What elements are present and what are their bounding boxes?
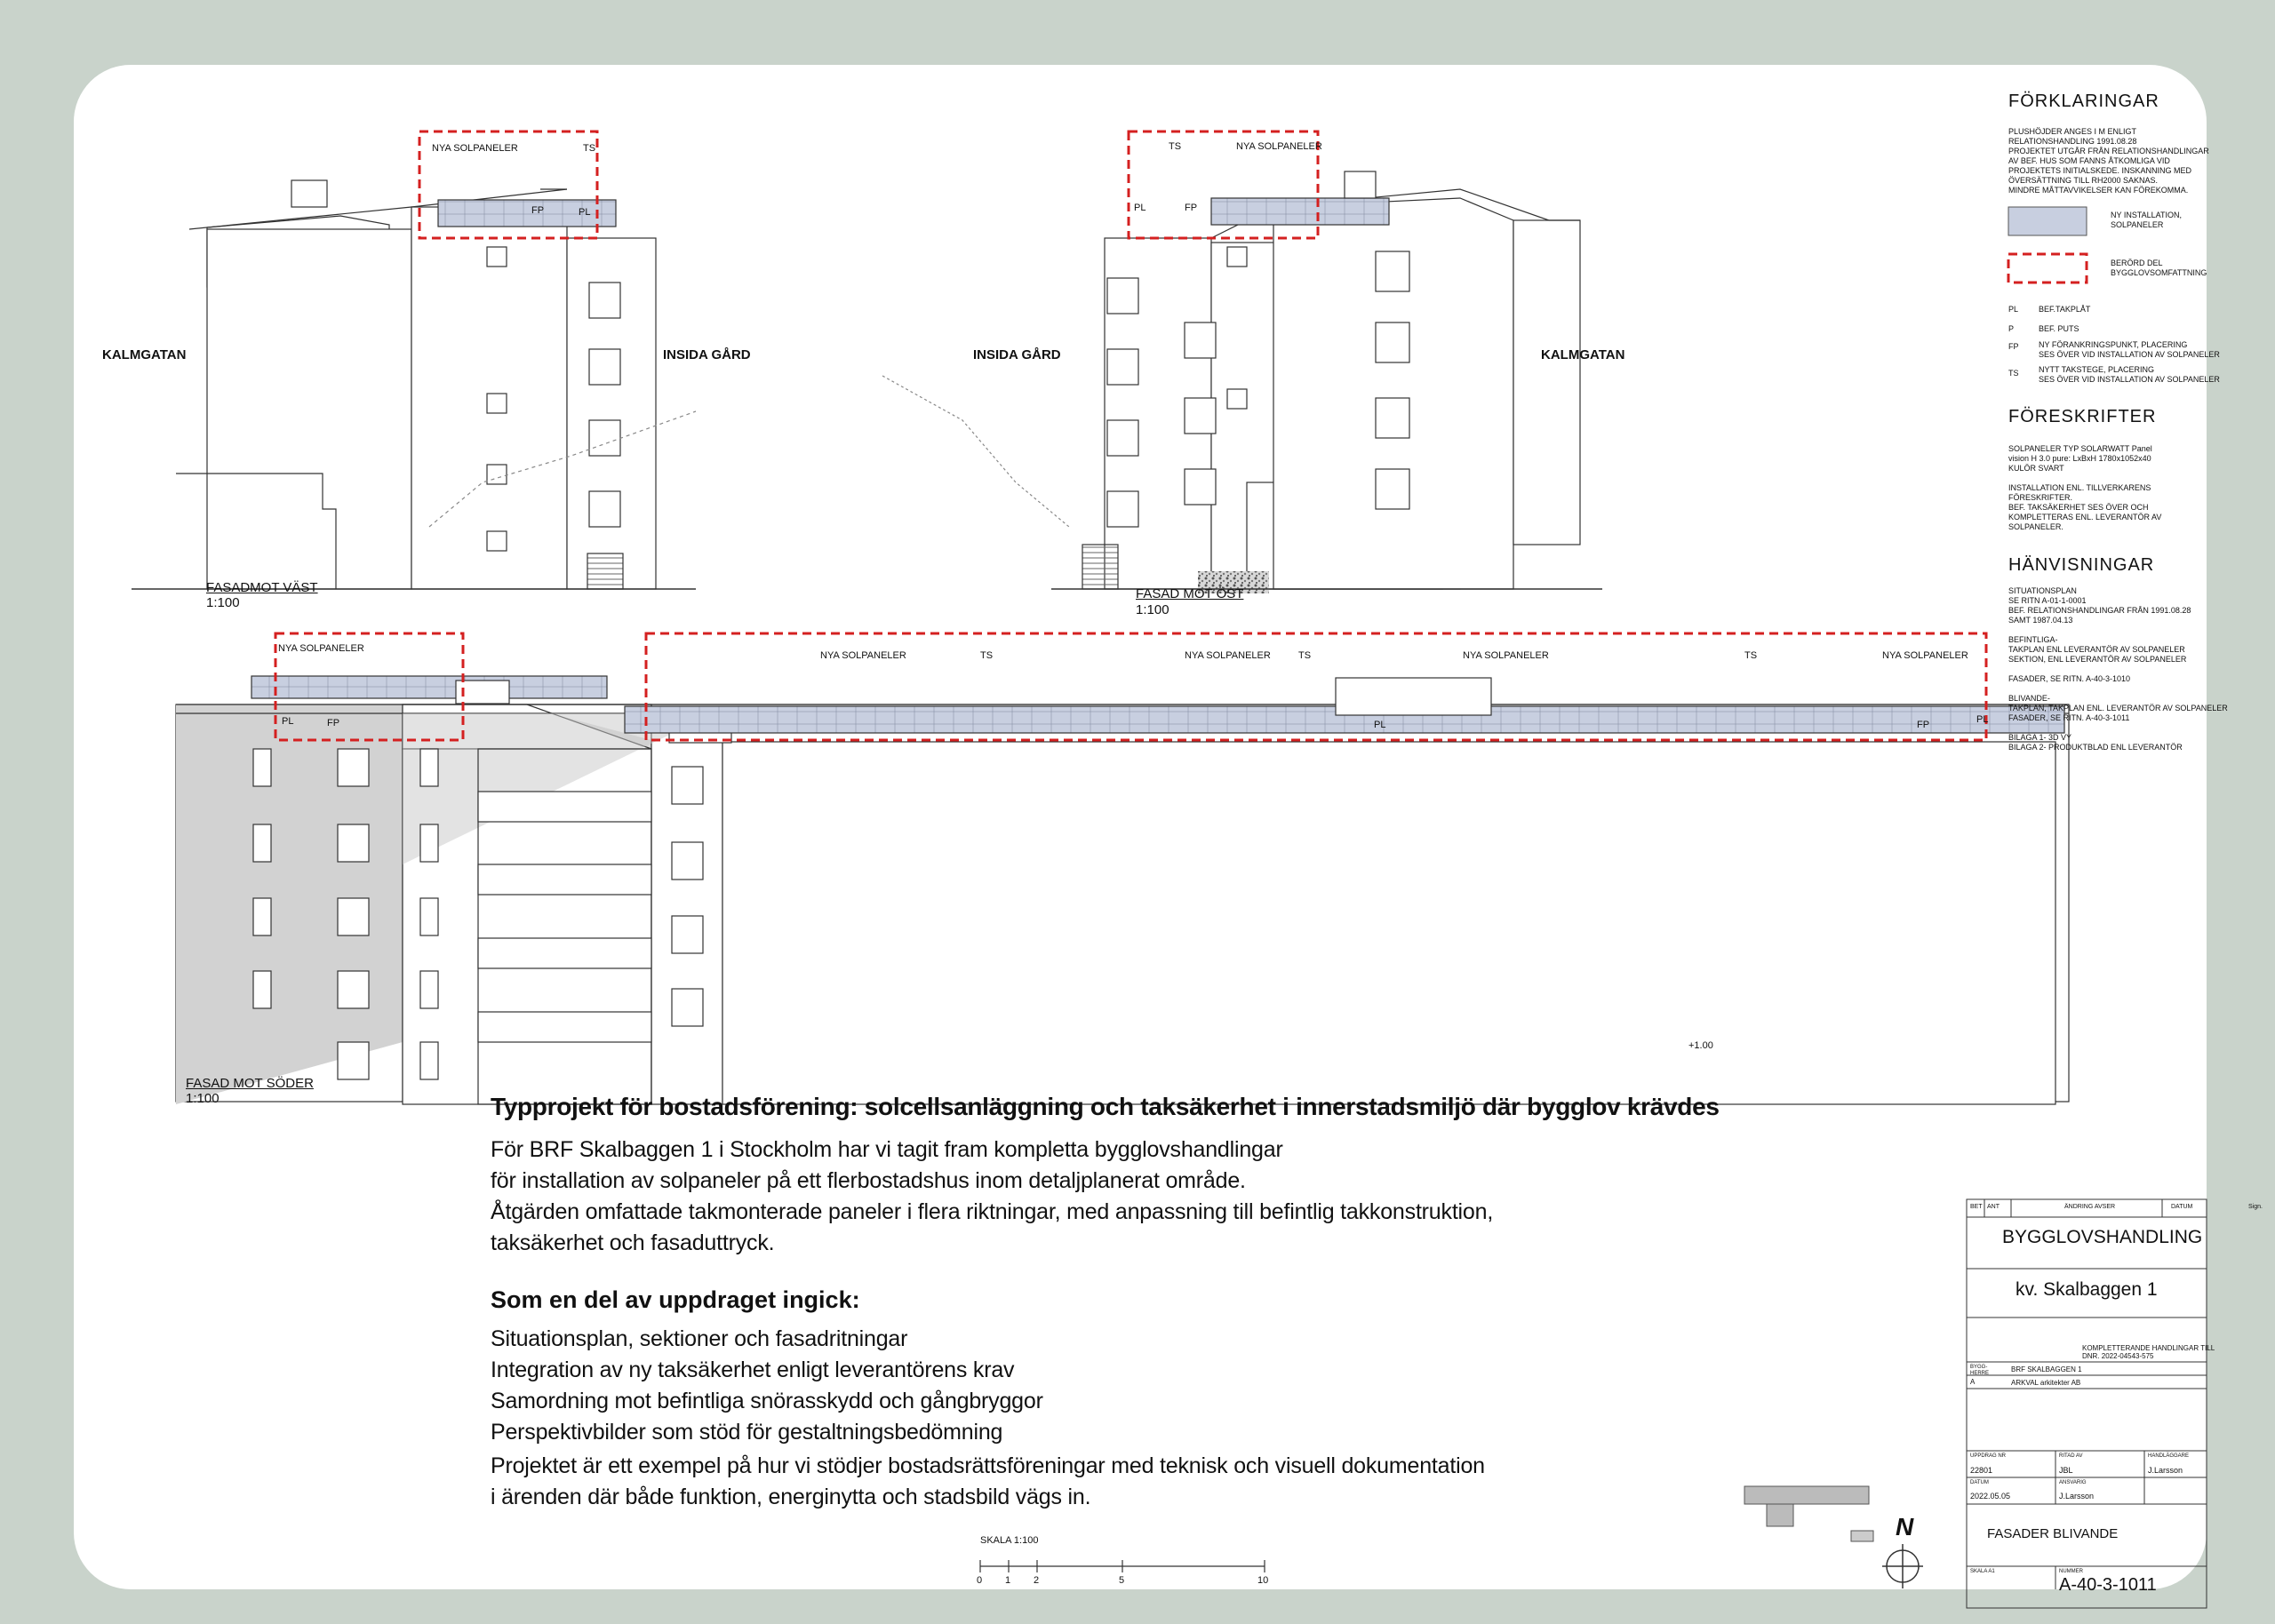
annotation-ts: TS	[1744, 650, 1758, 661]
annotation-fp: FP	[531, 205, 545, 216]
annotation-new-panels: NYA SOLPANELER	[1463, 650, 1549, 661]
annotation-pl: PL	[1134, 203, 1146, 213]
drawing-number: A-40-3-1011	[2059, 1575, 2157, 1595]
date-label: DATUM	[1970, 1480, 1989, 1485]
regulations-text: SOLPANELER TYP SOLARWATT Panel vision H 3.0 pure: LxBxH 1780x1052x40 KULÖR SVART INSTALLATION ENL. TILLVERKARENS FÖRESKRIFTER. BEF. TAKSÄKERHET SES ÖVER OCH KOMPLETTERAS ENL. LEVERANTÖR AV SOLPANELER.	[2008, 444, 2162, 531]
legend-pl-abbr: PL	[2008, 305, 2019, 314]
annotation-pl: PL	[1976, 714, 1989, 725]
annotation-level: +1.00	[1688, 1040, 1713, 1051]
drawn-by: JBL	[2059, 1466, 2073, 1475]
annotation-fp: FP	[1185, 203, 1198, 213]
annotation-pl: PL	[282, 716, 294, 727]
drawing-title: FASADER BLIVANDE	[1987, 1526, 2119, 1541]
legend-affected: BERÖRD DEL BYGGLOVSOMFATTNING	[2111, 259, 2207, 277]
architect-name: ARKVAL arkitekter AB	[2011, 1379, 2081, 1387]
legend-ts-abbr: TS	[2008, 369, 2019, 378]
scale-tick: 2	[1034, 1575, 1040, 1586]
responsible-label: ANSVARIG	[2059, 1480, 2087, 1485]
drawn-by-label: RITAD AV	[2059, 1453, 2083, 1459]
document-type: BYGGLOVSHANDLING	[2002, 1227, 2203, 1247]
client-label: BYGG- HERRE	[1970, 1365, 1990, 1376]
facade-east	[882, 171, 1602, 593]
key-plan	[1744, 1486, 1873, 1541]
number-label: NUMMER	[2059, 1569, 2083, 1574]
annotation-fp: FP	[1917, 720, 1930, 730]
scale-label: SKALA A1	[1970, 1569, 1995, 1574]
description-line: Åtgärden omfattade takmonterade paneler i flera riktningar, med anpassning till befintlig takkonstruktion,	[491, 1199, 1494, 1224]
annotation-new-panels: NYA SOLPANELER	[1185, 650, 1271, 661]
architect-abbr: A	[1970, 1378, 1976, 1386]
legend-heading: FÖRKLARINGAR	[2008, 92, 2159, 111]
assignment-no: 22801	[1970, 1466, 1993, 1475]
elevation-drawings	[74, 65, 2207, 1589]
annotation-ts: TS	[980, 650, 994, 661]
revision-col-sign: Sign.	[2248, 1204, 2263, 1210]
north-label: N	[1896, 1513, 1914, 1540]
handler-label: HANDLÄGGARE	[2148, 1453, 2190, 1459]
revision-col-date: DATUM	[2171, 1204, 2193, 1210]
scope-item: Integration av ny taksäkerhet enligt leverantörens krav	[491, 1357, 1015, 1382]
project-title: Typprojekt för bostadsförening: solcellsanläggning och taksäkerhet i innerstadsmiljö där bygglov krävdes	[491, 1093, 1720, 1120]
annotation-new-panels: NYA SOLPANELER	[820, 650, 906, 661]
assignment-label: UPPDRAG NR	[1970, 1453, 2007, 1459]
regulations-heading: FÖRESKRIFTER	[2008, 407, 2157, 426]
handler: J.Larsson	[2148, 1466, 2183, 1475]
annotation-pl: PL	[579, 207, 591, 218]
legend-p-text: BEF. PUTS	[2039, 324, 2079, 333]
annotation-ts: TS	[583, 143, 596, 154]
facade-west-scale: 1:100	[206, 595, 240, 610]
legend-pl-text: BEF.TAKPLÅT	[2039, 305, 2091, 314]
annotation-new-panels: NYA SOLPANELER	[278, 643, 364, 654]
revision-col-ant: ANT	[1987, 1204, 2000, 1210]
courtyard-label: INSIDA GÅRD	[663, 347, 751, 362]
scale-bar	[980, 1560, 1265, 1572]
description-line: för installation av solpaneler på ett flerbostadshus inom detaljplanerat område.	[491, 1168, 1246, 1193]
annotation-new-panels: NYA SOLPANELER	[1236, 141, 1322, 152]
facade-east-scale: 1:100	[1136, 602, 1169, 617]
annotation-pl: PL	[1374, 720, 1386, 730]
facade-west-title: FASADMOT VÄST	[206, 580, 318, 595]
scope-item: Samordning mot befintliga snörasskydd och gångbryggor	[491, 1389, 1043, 1413]
legend-new-install: NY INSTALLATION, SOLPANELER	[2111, 211, 2183, 229]
supplement-note: KOMPLETTERANDE HANDLINGAR TILL DNR. 2022-04543-575	[2082, 1344, 2215, 1360]
scale-bar-title: SKALA 1:100	[980, 1535, 1039, 1546]
legend-swatch-new-install	[2008, 207, 2087, 235]
revision-col-bet: BET	[1970, 1204, 1983, 1210]
courtyard-label: INSIDA GÅRD	[973, 347, 1061, 362]
closing-line: i ärenden där både funktion, energinytta och stadsbild vägs in.	[491, 1485, 1091, 1509]
legend-ts-text: NYTT TAKSTEGE, PLACERING SES ÖVER VID INSTALLATION AV SOLPANELER	[2039, 365, 2220, 384]
scope-item: Situationsplan, sektioner och fasadritningar	[491, 1326, 908, 1351]
annotation-ts: TS	[1298, 650, 1312, 661]
legend-swatch-affected	[2008, 254, 2087, 283]
drawing-sheet	[74, 65, 2263, 1595]
scale-tick: 1	[1005, 1575, 1011, 1586]
revision-col-change: ÄNDRING AVSER	[2064, 1204, 2116, 1210]
scale-tick: 10	[1257, 1575, 1269, 1586]
description-line: För BRF Skalbaggen 1 i Stockholm har vi tagit fram kompletta bygglovshandlingar	[491, 1137, 1283, 1162]
responsible: J.Larsson	[2059, 1492, 2095, 1501]
street-label: KALMGATAN	[102, 347, 187, 362]
legend-fp-text: NY FÖRANKRINGSPUNKT, PLACERING SES ÖVER VID INSTALLATION AV SOLPANELER	[2039, 340, 2220, 359]
client-name: BRF SKALBAGGEN 1	[2011, 1365, 2082, 1373]
street-label: KALMGATAN	[1541, 347, 1625, 362]
annotation-ts: TS	[1169, 141, 1182, 152]
annotation-new-panels: NYA SOLPANELER	[432, 143, 518, 154]
legend-intro: PLUSHÖJDER ANGES I M ENLIGT RELATIONSHANDLING 1991.08.28 PROJEKTET UTGÅR FRÅN RELATIONSHANDLINGAR AV BEF. HUS SOM FANNS ÅTKOMLIGA VID PROJEKTETS INITIALSKEDE. INSKANNING MED ÖVERSÄTTNING TILL RH2000 SAKNAS. MINDRE MÅTTAVVIKELSER KAN FÖREKOMMA.	[2008, 127, 2209, 195]
property-name: kv. Skalbaggen 1	[2016, 1279, 2158, 1300]
legend-fp-abbr: FP	[2008, 342, 2019, 351]
scale-tick: 5	[1119, 1575, 1125, 1586]
legend-p-abbr: P	[2008, 324, 2015, 333]
annotation-new-panels: NYA SOLPANELER	[1882, 650, 1968, 661]
date: 2022.05.05	[1970, 1492, 2011, 1501]
annotation-fp: FP	[327, 718, 340, 728]
scale-tick: 0	[977, 1575, 983, 1586]
references-text: SITUATIONSPLAN SE RITN A-01-1-0001 BEF. RELATIONSHANDLINGAR FRÅN 1991.08.28 SAMT 1987.04.13 BEFINTLIGA- TAKPLAN ENL LEVERANTÖR AV SOLPANELER SEKTION, ENL LEVERANTÖR AV SOLPANELER FASADER, SE RITN. A-40-3-1010 BLIVANDE- TAKPLAN, TAKPLAN ENL. LEVERANTÖR AV SOLPANELER FASADER, SE RITN. A-40-3-1011 BILAGA 1- 3D VY BILAGA 2- PRODUKTBLAD ENL LEVERANTÖR	[2008, 586, 2228, 752]
north-arrow-icon	[1882, 1544, 1923, 1588]
title-block	[1967, 1199, 2207, 1608]
references-heading: HÄNVISNINGAR	[2008, 555, 2155, 575]
scope-heading: Som en del av uppdraget ingick:	[491, 1286, 860, 1313]
facade-east-title: FASAD MOT ÖST	[1136, 586, 1244, 601]
facade-south-title: FASAD MOT SÖDER	[186, 1076, 314, 1091]
closing-line: Projektet är ett exempel på hur vi stödjer bostadsrättsföreningar med teknisk och visuell dokumentation	[491, 1453, 1485, 1478]
scope-item: Perspektivbilder som stöd för gestaltningsbedömning	[491, 1420, 1003, 1445]
facade-south-scale: 1:100	[186, 1091, 220, 1106]
facade-west	[132, 180, 696, 589]
description-line: taksäkerhet och fasaduttryck.	[491, 1230, 775, 1255]
